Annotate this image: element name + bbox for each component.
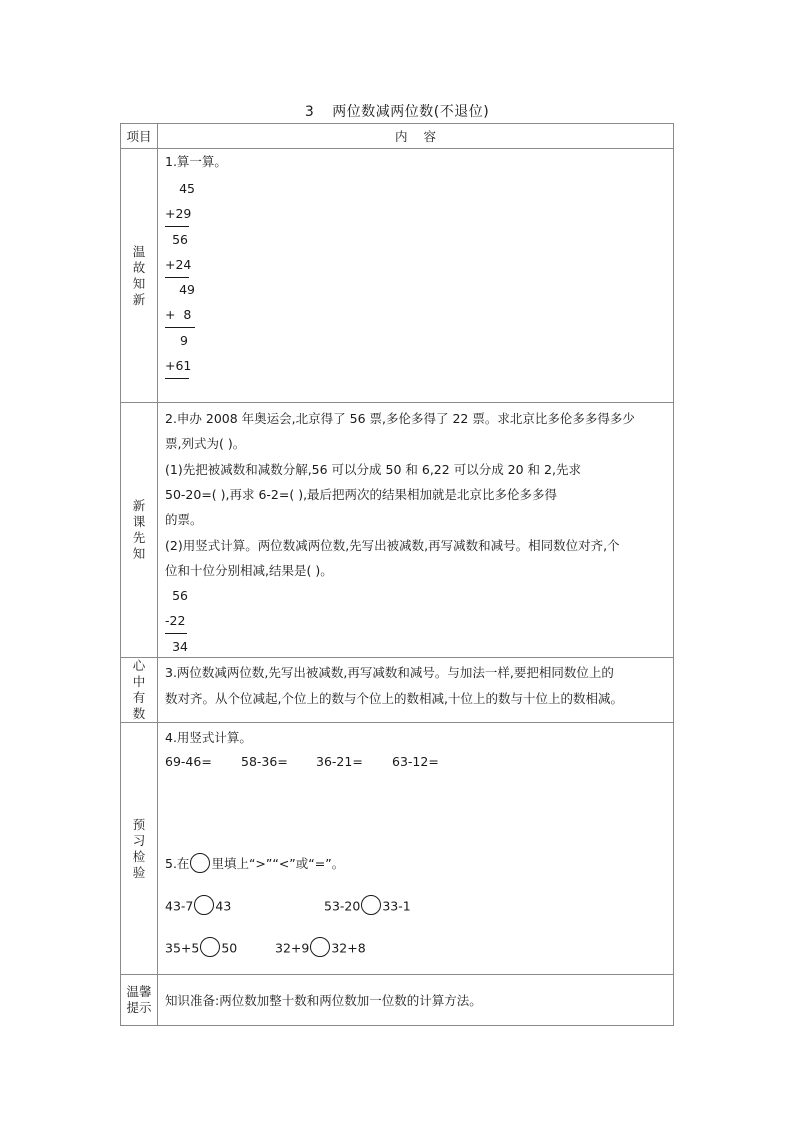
vertical-problem-1: 45 +29 xyxy=(165,176,205,227)
q1-title: 1.算一算。 xyxy=(165,154,227,169)
tip-label: 温馨提示 xyxy=(126,984,152,1015)
q5-title: 5.在 里填上“>”“<”或“=”。 xyxy=(165,854,344,875)
review-label: 温故知新 xyxy=(132,243,146,307)
answer-circle-icon[interactable] xyxy=(310,937,330,957)
new-lesson-row xyxy=(121,403,674,658)
worksheet-table xyxy=(120,123,674,1026)
new-label-cell xyxy=(121,403,158,658)
tip-content-cell xyxy=(158,975,674,1026)
table-header-row xyxy=(121,124,674,149)
comparison-4: 32+9 32+8 xyxy=(275,939,366,959)
answer-circle-icon[interactable] xyxy=(361,895,381,915)
q2-line-6: (2)用竖式计算。两位数减两位数,先写出被减数,再写减数和减号。相同数位对齐,个 xyxy=(165,538,620,553)
vertical-problem-2: 56 +24 xyxy=(165,227,205,278)
lesson-number: 3 xyxy=(304,104,315,120)
new-content-cell xyxy=(158,403,674,658)
comparison-1: 43-7 43 xyxy=(165,897,231,917)
q2-line-1: 2.申办 2008 年奥运会,北京得了 56 票,多伦多得了 22 票。求北京比多伦多多得多少 xyxy=(165,411,635,426)
q3-line-2: 数对齐。从个位减起,个位上的数与个位上的数相减,十位上的数与十位上的数相减。 xyxy=(165,691,623,706)
q2-line-5: 的票。 xyxy=(165,512,203,527)
q3-line-1: 3.两位数减两位数,先写出被减数,再写减数和减号。与加法一样,要把相同数位上的 xyxy=(165,665,614,680)
calc-item: 63-12= xyxy=(392,754,439,769)
calc-item: 58-36= xyxy=(241,754,288,769)
q2-line-3: (1)先把被减数和减数分解,56 可以分成 50 和 6,22 可以分成 20 和 2,先求 xyxy=(165,462,581,477)
tip-text: 知识准备:两位数加整十数和两位数加一位数的计算方法。 xyxy=(165,993,482,1008)
lesson-title: 两位数减两位数(不退位) xyxy=(332,104,490,120)
comparison-3: 35+5 50 xyxy=(165,939,237,959)
review-content-cell xyxy=(158,149,674,403)
q2-line-4: 50-20=( ),再求 6-2=( ),最后把两次的结果相加就是北京比多伦多多得 xyxy=(165,487,558,502)
answer-circle-icon[interactable] xyxy=(194,895,214,915)
comparison-2: 53-20 33-1 xyxy=(324,897,411,917)
answer-circle-icon[interactable] xyxy=(200,937,220,957)
q2-line-7: 位和十位分别相减,结果是( )。 xyxy=(165,563,333,578)
blank-circle-icon xyxy=(190,853,210,873)
preview-row xyxy=(121,723,674,975)
vertical-subtraction: 56 -22 34 xyxy=(165,588,188,654)
q4-items xyxy=(165,754,439,769)
tip-label-cell xyxy=(121,975,158,1026)
new-label: 新课先知 xyxy=(132,498,146,561)
preview-label-cell xyxy=(121,723,158,975)
vertical-problem-4: 9 +61 xyxy=(165,328,205,379)
mind-row xyxy=(121,658,674,723)
header-content-cell: 内 容 xyxy=(158,124,674,149)
mind-label: 心中有数 xyxy=(132,658,146,721)
review-row xyxy=(121,149,674,403)
q4-title: 4.用竖式计算。 xyxy=(165,730,252,745)
calc-item: 36-21= xyxy=(316,754,363,769)
calc-item: 69-46= xyxy=(165,754,212,769)
tip-row xyxy=(121,975,674,1026)
page-title xyxy=(0,101,794,121)
mind-label-cell xyxy=(121,658,158,723)
preview-content-cell xyxy=(158,723,674,975)
mind-content-cell xyxy=(158,658,674,723)
header-item-cell: 项目 xyxy=(121,124,158,149)
vertical-problem-3: 49 + 8 xyxy=(165,277,205,328)
preview-label: 预习检验 xyxy=(132,816,146,880)
q2-line-2: 票,列式为( )。 xyxy=(165,436,246,451)
review-label-cell xyxy=(121,149,158,403)
